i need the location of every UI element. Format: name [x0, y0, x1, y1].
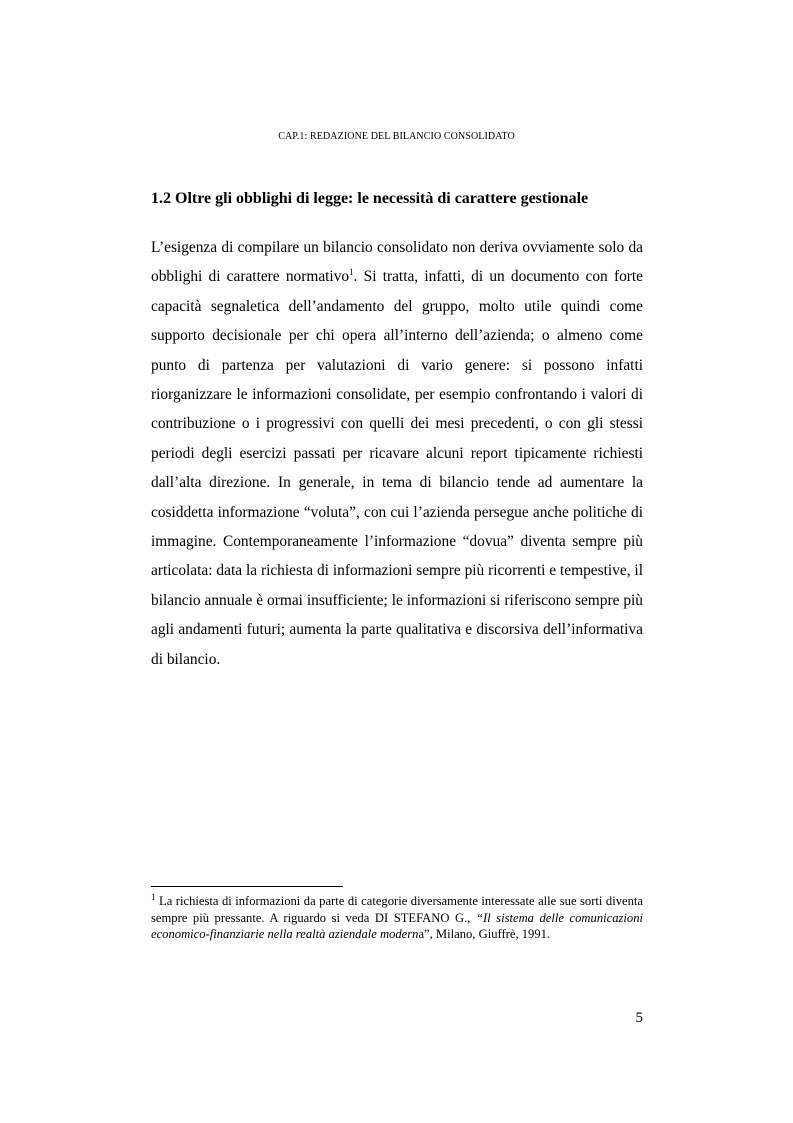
footnote-text: La richiesta di informazioni da parte di categorie diversamente interessate alle sue sorti diventa sempre più pressante. A riguardo si veda DI STEFANO G., — [151, 894, 643, 925]
body-text-rest: . Si tratta, infatti, di un documento con forte capacità segnaletica dell’andamento del gruppo, molto utile quindi come supporto decisionale per chi opera all’interno dell’azienda; o almeno come punto di partenza per valutazioni di vario genere: si possono infatti riorganizzare le informazioni consolidate, per esempio confrontando i valori di contribuzione o i progressivi con quelli dei mesi precedenti, o con gli stessi periodi degli esercizi passati per ricavare alcuni report tipicamente richiesti dall’alta direzione. In generale, in tema di bilancio tende ad aumentare la cosiddetta informazione “voluta”, con cui l’azienda persegue anche politiche di immagine. Contemporaneamente l’informazione “dovua” diventa sempre più articolata: data la richiesta di informazioni sempre più ricorrenti e tempestive, il bilancio annuale è ormai insufficiente; le informazioni si riferiscono sempre più agli andamenti futuri; aumenta la parte qualitativa e discorsiva dell’informativa di bilancio. — [151, 268, 643, 668]
page-number: 5 — [635, 1010, 643, 1026]
running-header: CAP.1: REDAZIONE DEL BILANCIO CONSOLIDATO — [278, 131, 515, 142]
footnote-cited-title: “Il sistema delle comunicazioni economico-finanziarie nella realtà aziendale modern — [151, 910, 643, 942]
footnote-mark: 1 — [151, 891, 156, 902]
section-heading: 1.2 Oltre gli obblighi di legge: le necessità di carattere gestionale — [151, 190, 589, 207]
footnote-citation-end: a”, Milano, Giuffrè, 1991. — [418, 927, 551, 942]
body-text-start: L’esigenza di compilare un bilancio consolidato non deriva ovviamente solo da obblighi di carattere normativo — [151, 239, 643, 286]
body-paragraph — [151, 233, 643, 674]
footnote-separator — [151, 886, 343, 887]
footnote-reference[interactable]: 1 — [349, 267, 354, 278]
footnote — [151, 893, 643, 943]
